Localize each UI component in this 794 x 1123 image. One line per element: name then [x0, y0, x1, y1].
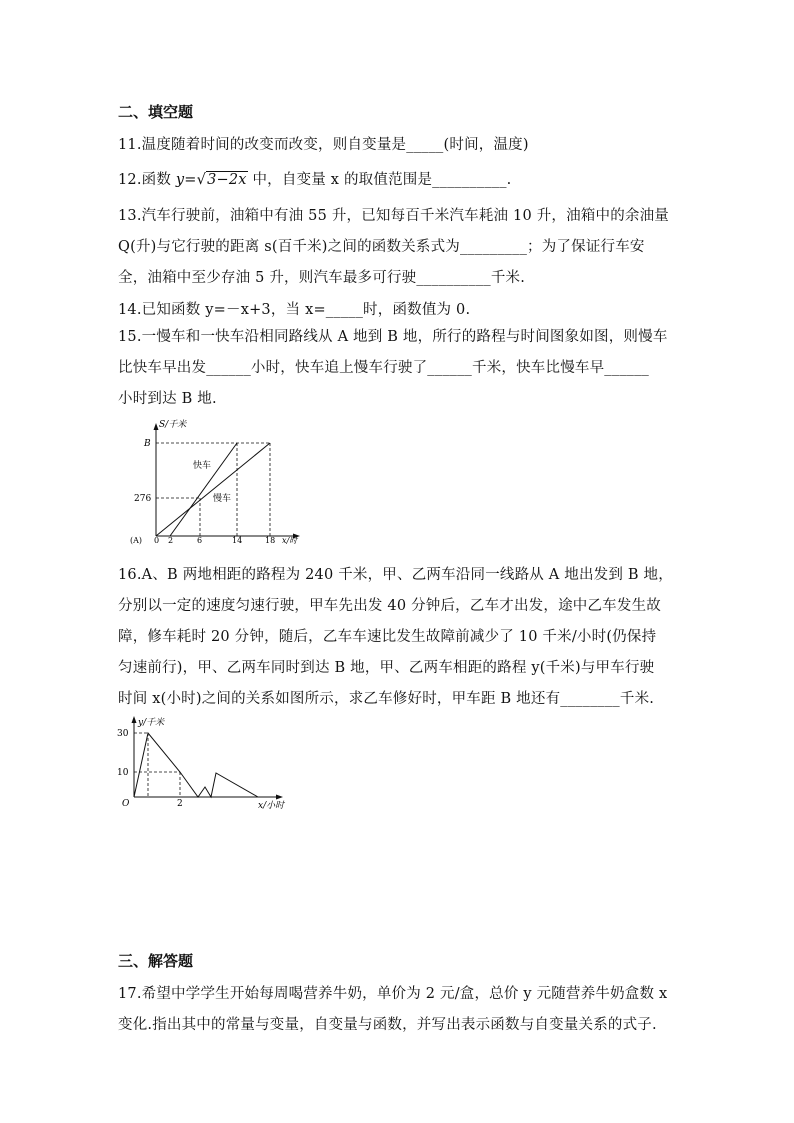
tick-x18: 18	[265, 536, 276, 545]
tick-x2: 2	[168, 536, 174, 545]
question-15-line2: 比快车早出发______小时，快车追上慢车行驶了______千米，快车比慢车早______	[118, 360, 649, 376]
q12-eq: =	[184, 172, 197, 188]
label-slow-car: 慢车	[213, 494, 232, 504]
question-12	[118, 168, 512, 189]
s16-xlabel: x/小时	[258, 801, 285, 811]
question-13-line3: 全，油箱中至少存油 5 升，则汽车最多可行驶__________千米.	[118, 270, 526, 286]
question-17-line2: 变化.指出其中的常量与变量，自变量与函数，并写出表示函数与自变量关系的式子.	[118, 1017, 657, 1033]
y-axis-arrow-icon	[154, 423, 159, 430]
question-16-line1: 16.A、B 两地相距的路程为 240 千米，甲、乙两车沿同一线路从 A 地出发到 B 地，	[118, 567, 673, 583]
sqrt-icon: √	[196, 172, 207, 188]
y-axis-arrow-icon	[132, 716, 137, 723]
question-13-line2: Q(升)与它行驶的距离 s(百千米)之间的函数关系式为_________；为了保证行车安	[118, 239, 645, 255]
tick-x0: 0	[154, 536, 160, 545]
question-11: 11.温度随着时间的改变而改变，则自变量是_____(时间，温度)	[118, 137, 529, 153]
q12-suffix: 中，自变量 x 的取值范围是__________.	[252, 172, 512, 188]
question-15-line3: 小时到达 B 地.	[118, 391, 217, 407]
tick-x14: 14	[232, 536, 243, 545]
section-fill-in-title: 二、填空题	[118, 103, 194, 121]
q15-distance-time-graph	[125, 418, 310, 548]
tick-10: 10	[117, 768, 129, 778]
question-16-line5: 时间 x(小时)之间的关系如图所示，求乙车修好时，甲车距 B 地还有________千米.	[118, 691, 655, 707]
origin-O: O	[122, 799, 130, 809]
label-fast-car: 快车	[193, 461, 212, 471]
tick-x6: 6	[197, 536, 203, 545]
gap-curve	[134, 733, 258, 797]
q12-radicand: 3−2x	[207, 172, 247, 188]
section-answer-title: 三、解答题	[118, 952, 194, 970]
q16-distance-gap-graph	[112, 713, 297, 813]
s15-ylabel: S/千米	[159, 420, 187, 430]
question-17-line1: 17.希望中学学生开始每周喝营养牛奶，单价为 2 元/盒，总价 y 元随营养牛奶盒数 x	[118, 986, 668, 1002]
question-16-line2: 分别以一定的速度匀速行驶，甲车先出发 40 分钟后，乙车才出发，途中乙车发生故	[118, 598, 661, 614]
question-16-line4: 匀速前行)，甲、乙两车同时到达 B 地，甲、乙两车相距的路程 y(千米)与甲车行驶	[118, 660, 655, 676]
s16-ylabel: y/千米	[138, 718, 165, 728]
q12-y: y	[175, 172, 185, 188]
q12-prefix: 12.函数	[118, 172, 172, 188]
question-16-line3: 障，修车耗时 20 分钟，随后，乙车车速比发生故障前减少了 10 千米/小时(仍保持	[118, 629, 657, 645]
question-13-line1: 13.汽车行驶前，油箱中有油 55 升，已知每百千米汽车耗油 10 升，油箱中的余油量	[118, 208, 669, 224]
tick-x2: 2	[177, 799, 183, 809]
tick-B: B	[144, 439, 151, 449]
fast-car-line	[170, 443, 237, 536]
question-15-line1: 15.一慢车和一快车沿相同路线从 A 地到 B 地，所行的路程与时间图象如图，则慢车	[118, 329, 668, 345]
question-14: 14.已知函数 y=－x+3，当 x=_____时，函数值为 0.	[118, 302, 471, 318]
x-axis-arrow-icon	[276, 795, 283, 800]
origin-A: (A)	[130, 536, 143, 545]
tick-30: 30	[117, 729, 129, 739]
s15-xlabel: x/时	[282, 536, 298, 545]
tick-276: 276	[134, 494, 152, 504]
slow-car-line	[156, 443, 270, 536]
